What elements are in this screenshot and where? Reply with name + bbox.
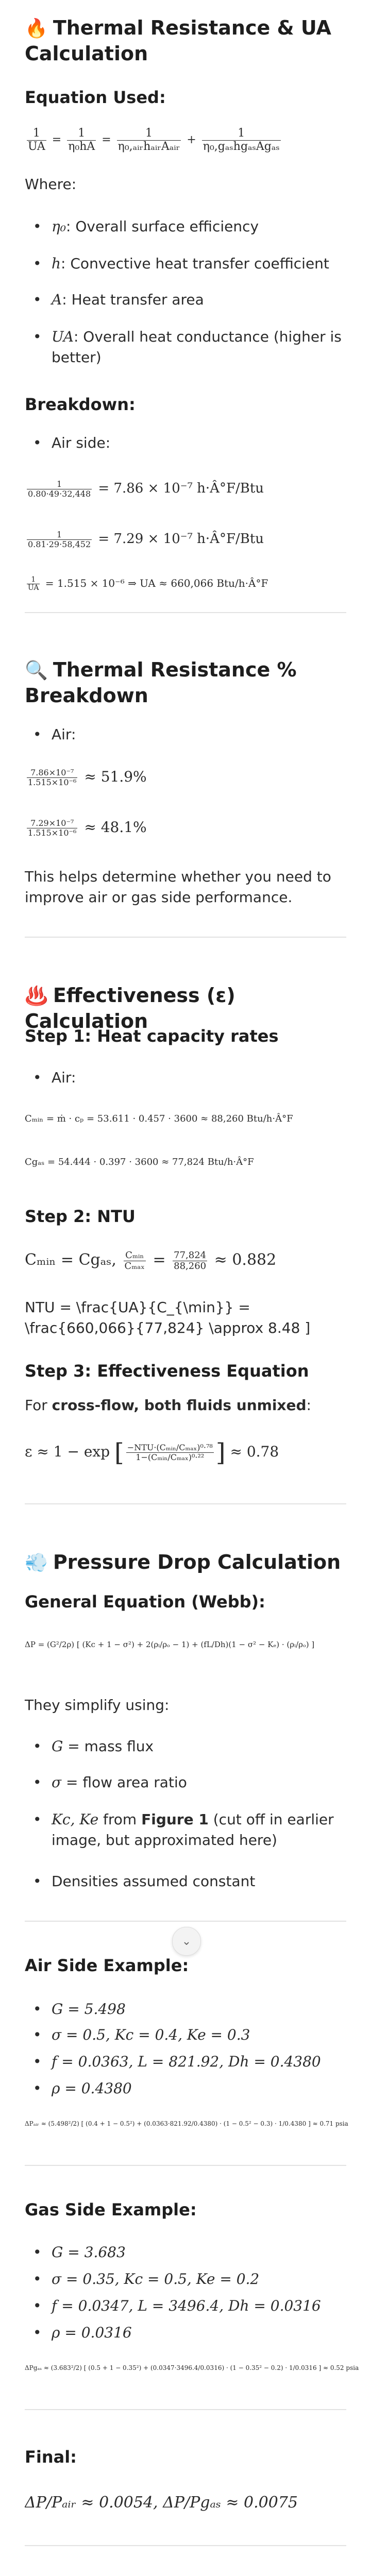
scroll-down-button[interactable] <box>172 1927 201 1956</box>
equation-used-heading: Equation Used: <box>25 88 166 107</box>
fire-icon: 🔥 <box>25 18 48 39</box>
hot-springs-icon: ♨️ <box>25 986 48 1007</box>
section-title-pressure-drop: 💨 Pressure Drop Calculation <box>25 1551 341 1573</box>
gas-resistance-eq: $\frac{1}{0.81\cdot 29\cdot 58,452}$ = 7.29 × 10⁻⁷ h·Â°F/Btu <box>28 529 264 549</box>
def-item: • UA: Overall heat conductance (higher is better) <box>33 327 361 368</box>
cmin-eq: Cₘᵢₙ = ṁ · cₚ = 53.611 · 0.457 · 3600 ≈ 88,260 Btu/h·Â°F <box>25 1113 293 1124</box>
def-item: • η₀: Overall surface efficiency <box>33 216 361 237</box>
air-resistance-eq: $\frac{1}{0.80\cdot 49\cdot 32,448}$ = 7.86 × 10⁻⁷ h·Â°F/Btu <box>28 479 264 499</box>
simplify-item: • G = mass flux <box>33 1736 361 1757</box>
magnifier-icon: 🔍 <box>25 660 48 681</box>
section-title-thermal-resistance: 🔥 Thermal Resistance & UA Calculation <box>25 16 331 65</box>
cr-eq: Cₘᵢₙ = Cgₐₛ, $\frac{\text{Cₘᵢₙ}}{\text{Cₘₐₓ}}$ = $\frac{77,824}{88,260}$ ≈ 0.882 <box>25 1249 277 1272</box>
ua-equation: $\frac{1}{UA}$ = $\frac{1}{\text{η₀hA}}$ = $\frac{1}{\text{η₀,ₐᵢᵣhₐᵢᵣAₐᵢᵣ}}$ + $\frac{1}{\text{η₀,gₐₛhgₐₛAgₐₛ}}$ <box>28 127 280 153</box>
air-param: • ρ = 0.4380 <box>33 2078 361 2099</box>
webb-eq: ΔP = (G²/2ρ) [ (Kc + 1 − σ²) + 2(ρᵢ/ρₒ − 1) + (fL/Dh)(1 − σ² − Kₑ) · (ρᵢ/ρₒ) ] <box>25 1640 315 1649</box>
section-title-effectiveness: ♨️ Effectiveness (ε) Calculation <box>25 984 235 1032</box>
step2-heading: Step 2: NTU <box>25 1207 136 1226</box>
gas-percent-eq: $\frac{\text{7.29×10⁻⁷}}{\text{1.515×10⁻⁶}}$ ≈ 48.1% <box>28 818 147 838</box>
divider <box>25 937 346 938</box>
air-side-item: • Air side: <box>33 433 361 453</box>
air-example-heading: Air Side Example: <box>25 1956 189 1975</box>
divider <box>25 1921 346 1922</box>
gas-example-heading: Gas Side Example: <box>25 2200 197 2219</box>
air-param: • σ = 0.5, Kc = 0.4, Ke = 0.3 <box>33 2025 361 2045</box>
ua-result-eq: $\frac{1}{UA}$ = 1.515 × 10⁻⁶ ⇒ UA ≈ 660,066 Btu/h·Â°F <box>28 575 268 592</box>
def-item: • h: Convective heat transfer coefficient <box>33 253 361 274</box>
air-dp-eq: ΔPₐᵢᵣ ≈ (5.498²/2) [ (0.4 + 1 − 0.5²) + (0.0363·821.92/0.4380) · (1 − 0.5² − 0.3) · 1/0.4380 ] ≈ 0.71 psia <box>25 2120 348 2127</box>
gas-param: • σ = 0.35, Kc = 0.5, Ke = 0.2 <box>33 2269 361 2290</box>
gas-param: • f = 0.0347, L = 3496.4, Dh = 0.0316 <box>33 2296 361 2316</box>
breakdown-note: This helps determine whether you need to improve air or gas side performance. <box>25 868 331 906</box>
where-label: Where: <box>25 176 77 193</box>
simplify-item: • σ = flow area ratio <box>33 1772 361 1793</box>
gas-dp-eq: ΔPgₐₛ ≈ (3.683²/2) [ (0.5 + 1 − 0.35²) + (0.0347·3496.4/0.0316) · (1 − 0.35² − 0.2) · 1/0.0316 ] ≈ 0.52 psia <box>25 2364 359 2371</box>
final-heading: Final: <box>25 2447 77 2467</box>
cgas-eq: Cgₐₛ = 54.444 · 0.397 · 3600 ≈ 77,824 Btu/h·Â°F <box>25 1157 254 1167</box>
dash-icon: 💨 <box>25 1552 48 1573</box>
air-param: • f = 0.0363, L = 821.92, Dh = 0.4380 <box>33 2052 361 2072</box>
section-title-resistance-breakdown: 🔍 Thermal Resistance % Breakdown <box>25 658 297 707</box>
gas-param: • ρ = 0.0316 <box>33 2323 361 2343</box>
general-eq-heading: General Equation (Webb): <box>25 1592 265 1612</box>
step1-heading: Step 1: Heat capacity rates <box>25 1026 279 1046</box>
divider <box>25 612 346 613</box>
def-item: • A: Heat transfer area <box>33 290 361 310</box>
air-item: • Air: <box>33 724 361 745</box>
gas-param: • G = 3.683 <box>33 2242 361 2263</box>
air-item: • Air: <box>33 1067 361 1088</box>
air-percent-eq: $\frac{\text{7.86×10⁻⁷}}{\text{1.515×10⁻⁶}}$ ≈ 51.9% <box>28 768 147 787</box>
divider <box>25 2165 346 2166</box>
ntu-text: NTU = \frac{UA}{C_{\min}} = \frac{660,066}{77,824} \approx 8.48 ] <box>25 1299 311 1336</box>
step3-heading: Step 3: Effectiveness Equation <box>25 1361 309 1381</box>
effectiveness-eq: ε ≈ 1 − exp [ $\frac{\text{−NTU·(Cₘᵢₙ/Cₘₐₓ)⁰·⁷⁸}}{\text{1−(Cₘᵢₙ/Cₘₐₓ)⁰·²²}}$ ] ≈ 0.78 <box>25 1438 279 1467</box>
chevron-down-icon: ⌄ <box>181 1935 192 1948</box>
simplify-item: • Densities assumed constant <box>33 1871 361 1892</box>
simplify-item: • Kc, Ke from Figure 1 (cut off in earlier image, but approximated here) <box>33 1809 361 1851</box>
breakdown-heading: Breakdown: <box>25 395 136 414</box>
air-param: • G = 5.498 <box>33 1999 361 2020</box>
divider <box>25 2409 346 2410</box>
final-eq: ΔP/Pₐᵢᵣ ≈ 0.0054, ΔP/Pgₐₛ ≈ 0.0075 <box>25 2494 298 2512</box>
cross-flow-note: For cross-flow, both fluids unmixed: <box>25 1397 311 1414</box>
divider <box>25 1503 346 1504</box>
divider <box>25 2545 346 2546</box>
simplify-label: They simplify using: <box>25 1697 170 1714</box>
